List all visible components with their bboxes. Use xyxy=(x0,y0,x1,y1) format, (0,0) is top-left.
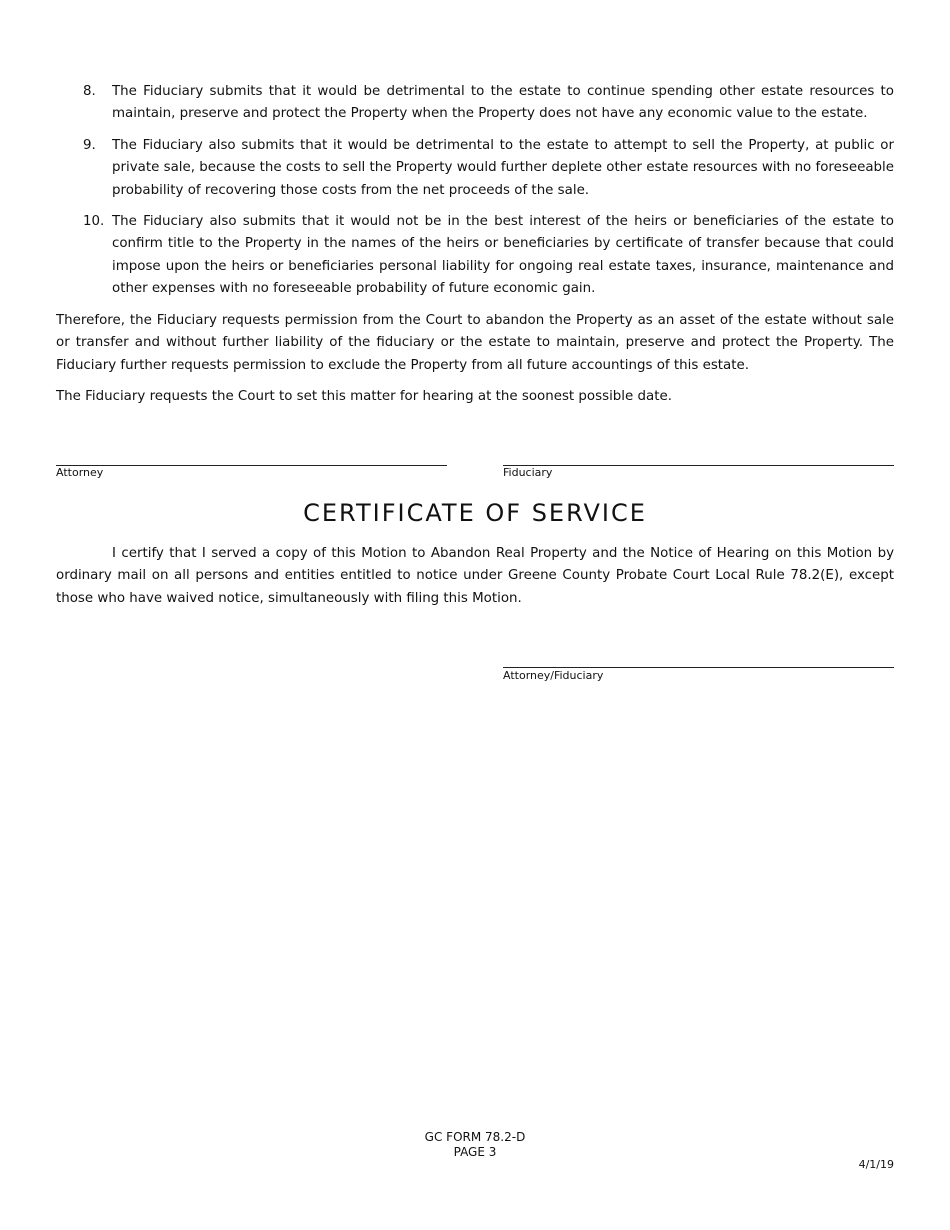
attorney-signature-label: Attorney xyxy=(56,466,104,479)
item-number: 10. xyxy=(83,214,105,229)
certificate-body: I certify that I served a copy of this Motion to Abandon Real Property and the Notice of Hearing on this Motion by ordinary mail on all persons and entities entitled to notice under Greene County Probate Court Local Rule 78.2(E), except those who have waived notice, simultaneously with filing this Motion. xyxy=(56,546,894,606)
attorney-signature-line xyxy=(56,465,447,466)
item-number: 8. xyxy=(83,84,96,99)
item-number: 9. xyxy=(83,138,96,153)
item-text: The Fiduciary also submits that it would not be in the best interest of the heirs or beneficiaries of the estate to confirm title to the Property in the names of the heirs or beneficiaries by certificate of transfer because that could impose upon the heirs or beneficiaries personal liability for ongoing real estate taxes, insurance, maintenance and other expenses with no foreseeable probability of future economic gain. xyxy=(112,214,894,297)
revision-date: 4/1/19 xyxy=(858,1158,894,1171)
therefore-paragraph: Therefore, the Fiduciary requests permission from the Court to abandon the Property as an asset of the estate without sale or transfer and without further liability of the fiduciary or the estate to maintain, preserve and protect the Property. The Fiduciary further requests permission to exclude the Property from all future accountings of this estate. xyxy=(56,313,894,373)
fiduciary-signature-line xyxy=(503,465,894,466)
page-number: PAGE 3 xyxy=(453,1145,497,1159)
motion-item-9 xyxy=(56,135,894,202)
certificate-title: CERTIFICATE OF SERVICE xyxy=(303,499,647,527)
item-text: The Fiduciary also submits that it would be detrimental to the estate to attempt to sell the Property, at public or private sale, because the costs to sell the Property would further deplete other estate resources with no foreseeable probability of recovering those costs from the net proceeds of the sale. xyxy=(112,138,894,198)
motion-item-8 xyxy=(56,81,894,126)
hearing-request-paragraph: The Fiduciary requests the Court to set this matter for hearing at the soonest possible date. xyxy=(56,389,672,404)
fiduciary-signature-label: Fiduciary xyxy=(503,466,553,479)
form-id: GC FORM 78.2-D xyxy=(424,1130,526,1144)
item-text: The Fiduciary submits that it would be detrimental to the estate to continue spending other estate resources to maintain, preserve and protect the Property when the Property does not have any economic value to the estate. xyxy=(112,84,894,122)
attorney-fiduciary-signature-line xyxy=(503,667,894,668)
motion-item-10 xyxy=(56,211,894,301)
attorney-fiduciary-signature-label: Attorney/Fiduciary xyxy=(503,669,604,682)
